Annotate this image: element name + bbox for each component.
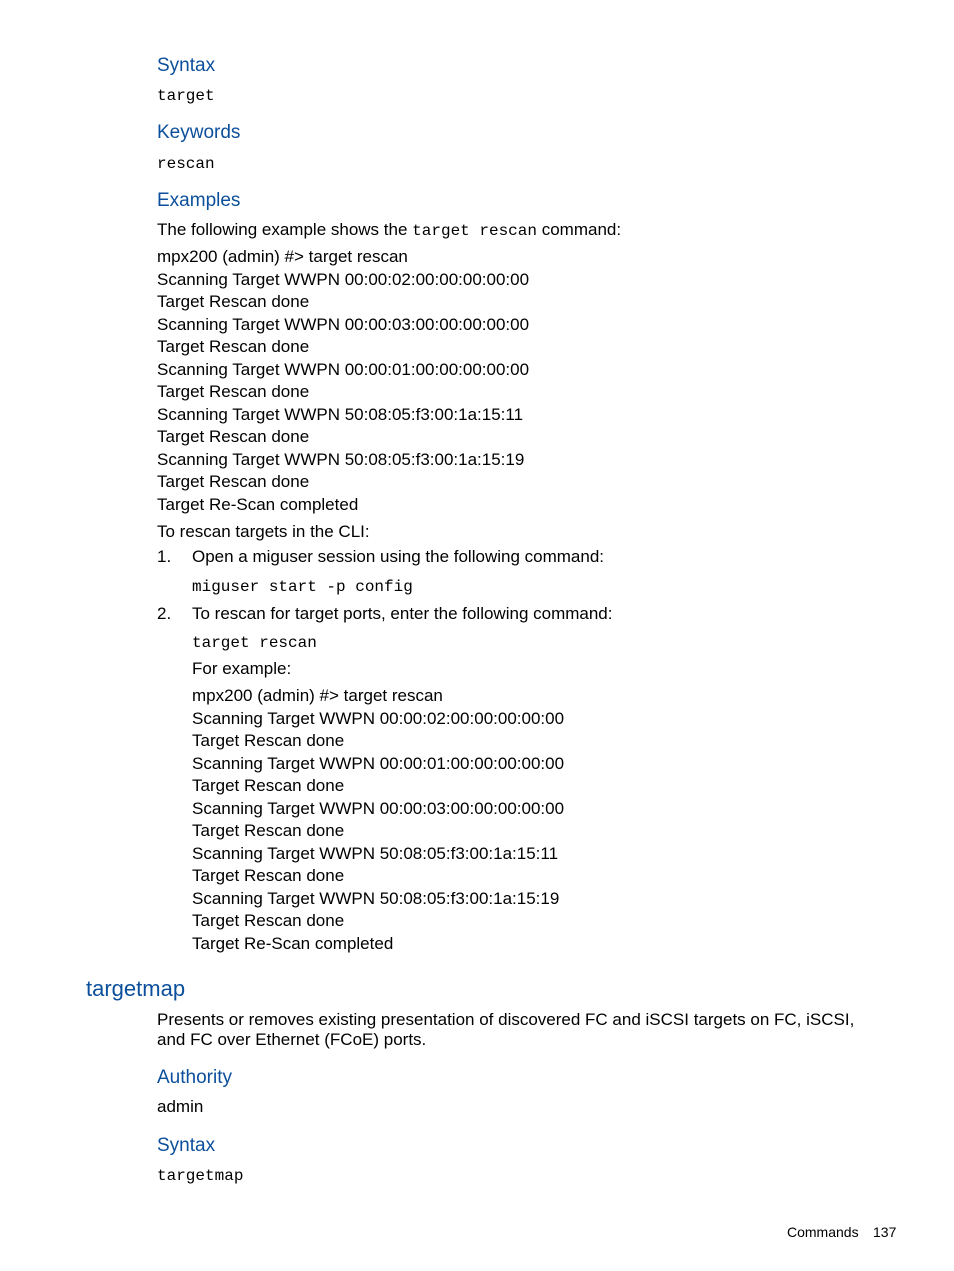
syntax-heading: Syntax <box>157 55 216 76</box>
output-line: Scanning Target WWPN 00:00:03:00:00:00:00:00 <box>157 314 530 334</box>
syntax-code: target <box>157 87 215 105</box>
output-line: Target Rescan done <box>157 427 310 446</box>
output-line: Target Rescan done <box>157 337 310 356</box>
output-line: Target Rescan done <box>192 821 345 840</box>
output-line: Scanning Target WWPN 00:00:03:00:00:00:00:00 <box>192 798 565 818</box>
output-line: Scanning Target WWPN 50:08:05:f3:00:1a:15:19 <box>192 888 560 908</box>
step-code: miguser start -p config <box>192 578 413 596</box>
authority-heading: Authority <box>157 1067 232 1088</box>
output-line: Target Re-Scan completed <box>192 933 394 953</box>
output-line: Scanning Target WWPN 50:08:05:f3:00:1a:15:11 <box>192 843 559 863</box>
output-line: Target Rescan done <box>157 472 310 491</box>
step-number: 1. <box>157 547 172 566</box>
examples-heading: Examples <box>157 190 241 211</box>
example-intro <box>157 220 621 241</box>
output-line: Scanning Target WWPN 50:08:05:f3:00:1a:15:19 <box>157 449 525 469</box>
example-intro-before: The following example shows the <box>157 220 408 239</box>
targetmap-title: targetmap <box>86 976 186 1001</box>
step-number: 2. <box>157 604 172 623</box>
output-line: Target Rescan done <box>192 866 345 885</box>
step2-output <box>192 685 564 955</box>
step-text: Open a miguser session using the following command: <box>192 547 604 566</box>
output-line: Target Rescan done <box>157 382 310 401</box>
output-line: Scanning Target WWPN 00:00:01:00:00:00:00:00 <box>192 753 565 773</box>
output-line: Scanning Target WWPN 50:08:05:f3:00:1a:15:11 <box>157 404 524 424</box>
example-output <box>157 246 529 516</box>
output-line: Target Rescan done <box>192 776 345 795</box>
for-example: For example: <box>192 659 292 678</box>
output-line: mpx200 (admin) #> target rescan <box>157 247 408 266</box>
keywords-code: rescan <box>157 155 215 173</box>
output-line: Scanning Target WWPN 00:00:02:00:00:00:00:00 <box>157 269 530 289</box>
output-line: Scanning Target WWPN 00:00:02:00:00:00:00:00 <box>192 708 565 728</box>
output-line: Target Re-Scan completed <box>157 494 359 514</box>
footer-page-number: 137 <box>873 1224 897 1240</box>
targetmap-syntax-heading: Syntax <box>157 1135 216 1156</box>
output-line: Scanning Target WWPN 00:00:01:00:00:00:00:00 <box>157 359 530 379</box>
example-intro-after: command: <box>541 220 622 239</box>
step-code: target rescan <box>192 634 317 652</box>
keywords-heading: Keywords <box>157 122 241 143</box>
output-line: Target Rescan done <box>192 731 345 750</box>
output-line: mpx200 (admin) #> target rescan <box>192 686 443 705</box>
targetmap-description: Presents or removes existing presentation of discovered FC and iSCSI targets on FC, iSCSI, and FC over Ethernet (FCoE) ports. <box>157 1010 855 1049</box>
authority-value: admin <box>157 1097 204 1116</box>
footer-section: Commands <box>787 1224 859 1240</box>
example-intro-code: target rescan <box>412 222 537 240</box>
output-line: Target Rescan done <box>192 911 345 930</box>
targetmap-syntax-code: targetmap <box>157 1167 244 1185</box>
step-text: To rescan for target ports, enter the following command: <box>192 604 613 623</box>
output-line: Target Rescan done <box>157 292 310 311</box>
cli-intro: To rescan targets in the CLI: <box>157 522 370 541</box>
